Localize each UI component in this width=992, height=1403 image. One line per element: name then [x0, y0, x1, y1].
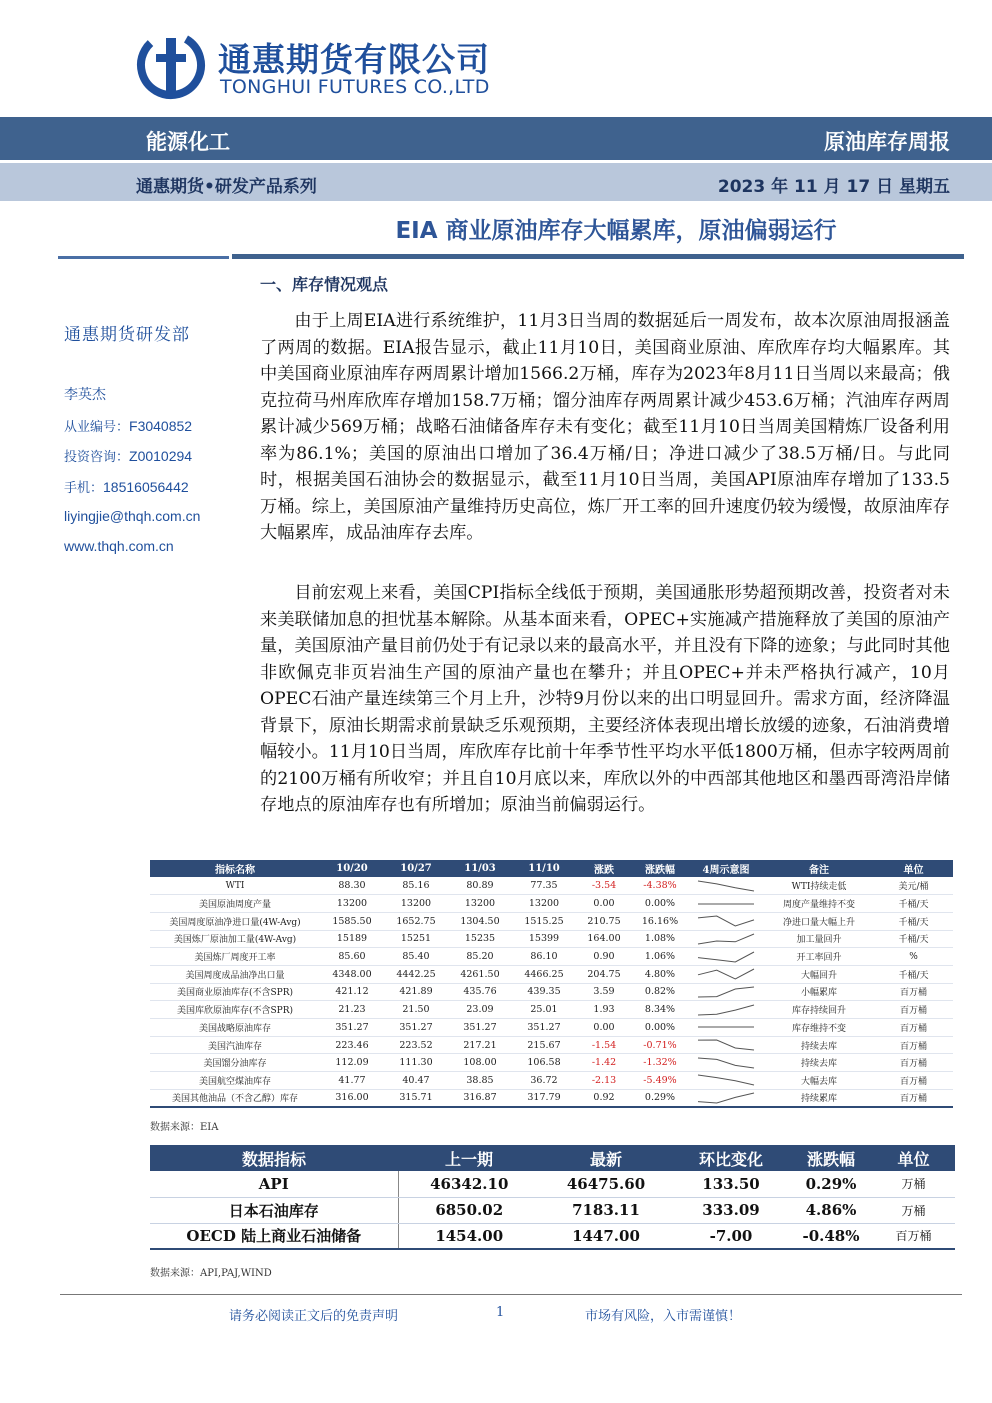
weekly-value: 85.40: [384, 948, 448, 966]
unit: 百万桶: [874, 1001, 953, 1019]
page-number: 1: [496, 1305, 505, 1320]
remark: 库存持续回升: [764, 1001, 874, 1019]
weekly-value: 435.76: [448, 983, 512, 1001]
remark: 持续去库: [764, 1054, 874, 1072]
unit: 万桶: [872, 1171, 955, 1197]
weekly-value: 80.89: [448, 877, 512, 895]
indicator-name: 美国其他油品（不含乙醇）库存: [150, 1089, 320, 1107]
change-percent: 1.06%: [632, 948, 688, 966]
unit: 百万桶: [874, 1036, 953, 1054]
weekly-value: 21.50: [384, 1001, 448, 1019]
section-title: 一、库存情况观点: [260, 275, 389, 294]
report-headline: EIA 商业原油库存大幅累库，原油偏弱运行: [395, 218, 837, 244]
paragraph-macro: 目前宏观上来看，美国CPI指标全线低于预期，美国通胀形势超预期改善，投资者对未来美联储加息的担忧基本解除。从基本面来看，OPEC+实施减产措施释放了美国的原油产量，美国原油产量目前仍处于有记录以来的最高水平，并且没有下降的迹象；与此同时其他非欧佩克非页岩油生产国的原油产量也在攀升；并且OPEC+并未严格执行减产，10月OPEC石油产量连续第三个月上升，沙特9月份以来的出口明显回升。需求方面，经济降温背景下，原油长期需求前景缺乏乐观预期，主要经济体表现出增长放缓的迹象，石油消费增幅较小。11月10日当周，库欣库存比前十年季节性平均水平低1800万桶，但赤字较两周前的2100万桶有所收窄；并且自10月底以来，库欣以外的中西部其他地区和墨西哥湾沿岸储存地点的原油库存也有所增加；原油当前偏弱运行。: [260, 583, 950, 815]
sparkline-cell: [688, 912, 764, 930]
remark: 小幅累库: [764, 983, 874, 1001]
change-value: 3.59: [576, 983, 632, 1001]
weekly-value: 25.01: [512, 1001, 576, 1019]
headline-divider: [232, 254, 964, 259]
weekly-value: 106.58: [512, 1054, 576, 1072]
sparkline-series: [698, 1075, 754, 1085]
series-label: 通惠期货•研发产品系列: [136, 177, 317, 197]
remark: 持续去库: [764, 1036, 874, 1054]
change-value: -1.54: [576, 1036, 632, 1054]
unit: 百万桶: [874, 1019, 953, 1037]
indicator-name: 美国汽油库存: [150, 1036, 320, 1054]
sparkline-cell: [688, 877, 764, 895]
remark: 大幅回升: [764, 965, 874, 983]
unit: 百万桶: [872, 1223, 955, 1249]
table-cell: 7183.11: [540, 1197, 672, 1223]
change-value: -2.13: [576, 1072, 632, 1090]
footer-divider: [60, 1294, 962, 1295]
indicator-name: 美国商业原油库存(不含SPR): [150, 983, 320, 1001]
inventory-summary-table: [150, 1145, 955, 1250]
weekly-value: 4466.25: [512, 965, 576, 983]
unit: 美元/桶: [874, 877, 953, 895]
weekly-value: 421.89: [384, 983, 448, 1001]
weekly-value: 223.52: [384, 1036, 448, 1054]
column-header: 数据指标: [150, 1145, 398, 1171]
license-value: F3040852: [129, 418, 193, 434]
category-label: 能源化工: [146, 130, 230, 154]
table-cell: 1447.00: [540, 1223, 672, 1249]
paragraph-inventory: 由于上周EIA进行系统维护，11月3日当周的数据延后一周发布，故本次原油周报涵盖了两周的数据。EIA报告显示，截止11月10日，美国商业原油、库欣库存均大幅累库。其中美国商业原油库存两周累计增加1566.2万桶，库存为2023年8月11日当周以来最高；俄克拉荷马州库欣库存增加158.7万桶；馏分油库存两周累计减少453.6万桶；汽油库存两周累计减少569万桶；战略石油储备库存未有变化；截至11月10日当周美国精炼厂设备利用率为86.1%；美国的原油出口增加了36.4万桶/日；净进口减少了38.5万桶/日。与此同时，根据美国石油协会的数据显示，截至11月10日当周，美国API原油库存增加了133.5万桶。综上，美国原油产量维持历史高位，炼厂开工率的回升速度仍较为缓慢，故原油库存大幅累库，成品油库存去库。: [260, 311, 950, 543]
trend-sparkline: [696, 1020, 756, 1034]
sparkline-cell: [688, 1089, 764, 1107]
sparkline-cell: [688, 930, 764, 948]
weekly-value: 351.27: [320, 1019, 384, 1037]
change-value: -3.54: [576, 877, 632, 895]
trend-sparkline: [696, 897, 756, 911]
weekly-value: 215.67: [512, 1036, 576, 1054]
weekly-value: 77.35: [512, 877, 576, 895]
sparkline-series: [698, 881, 754, 891]
weekly-value: 317.79: [512, 1089, 576, 1107]
sparkline-series: [698, 1058, 754, 1068]
sparkline-cell: [688, 1036, 764, 1054]
sparkline-cell: [688, 1054, 764, 1072]
indicator-name: 美国馏分油库存: [150, 1054, 320, 1072]
sidebar-consult: [64, 446, 192, 465]
change-value: 210.75: [576, 912, 632, 930]
weekly-value: 15399: [512, 930, 576, 948]
table-row: [150, 1089, 953, 1107]
weekly-value: 112.09: [320, 1054, 384, 1072]
column-header: 4周示意图: [688, 860, 764, 877]
report-date: 2023 年 11 月 17 日 星期五: [717, 177, 950, 197]
remark: 大幅去库: [764, 1072, 874, 1090]
change-value: 0.00: [576, 1019, 632, 1037]
unit: 千桶/天: [874, 930, 953, 948]
column-header: 10/27: [384, 860, 448, 877]
sparkline-series: [698, 1005, 754, 1015]
column-header: 10/20: [320, 860, 384, 877]
weekly-value: 15235: [448, 930, 512, 948]
unit: 百万桶: [874, 1054, 953, 1072]
weekly-value: 351.27: [512, 1019, 576, 1037]
table-cell: 133.50: [672, 1171, 790, 1197]
footer-risk-notice: 市场有风险，入市需谨慎！: [585, 1309, 742, 1324]
sparkline-cell: [688, 1019, 764, 1037]
weekly-value: 15251: [384, 930, 448, 948]
remark: 周度产量维持不变: [764, 895, 874, 913]
weekly-value: 13200: [320, 895, 384, 913]
sparkline-cell: [688, 895, 764, 913]
column-header: 备注: [764, 860, 874, 877]
sidebar-phone: [64, 477, 189, 496]
table-row: [150, 948, 953, 966]
trend-sparkline: [696, 950, 756, 964]
source-note-eia: 数据来源：EIA: [150, 1122, 219, 1133]
unit: %: [874, 948, 953, 966]
indicator-name: WTI: [150, 877, 320, 895]
table-cell: 46342.10: [398, 1171, 540, 1197]
column-header: 最新: [540, 1145, 672, 1171]
change-percent: -0.71%: [632, 1036, 688, 1054]
trend-sparkline: [696, 1073, 756, 1087]
table-cell: 46475.60: [540, 1171, 672, 1197]
indicator-name: 美国战略原油库存: [150, 1019, 320, 1037]
series-bar: [0, 163, 992, 201]
remark: 净进口量大幅上升: [764, 912, 874, 930]
weekly-value: 88.30: [320, 877, 384, 895]
phone-value: 18516056442: [103, 479, 189, 495]
company-name-cn: 通惠期货有限公司: [218, 40, 490, 79]
sparkline-series: [698, 952, 754, 962]
column-header: 涨跌幅: [632, 860, 688, 877]
weekly-value: 439.35: [512, 983, 576, 1001]
remark: 开工率回升: [764, 948, 874, 966]
indicator-name: 美国周度成品油净出口量: [150, 965, 320, 983]
change-percent: 0.00%: [632, 1019, 688, 1037]
table-row: [150, 1171, 955, 1197]
change-percent: 4.80%: [632, 965, 688, 983]
table-row: [150, 877, 953, 895]
weekly-value: 315.71: [384, 1089, 448, 1107]
weekly-value: 13200: [512, 895, 576, 913]
change-value: 1.93: [576, 1001, 632, 1019]
indicator-name: 美国炼厂原油加工量(4W-Avg): [150, 930, 320, 948]
table-cell: 1454.00: [398, 1223, 540, 1249]
weekly-value: 36.72: [512, 1072, 576, 1090]
source-note-api: 数据来源：API,PAJ,WIND: [150, 1268, 272, 1279]
unit: 百万桶: [874, 1089, 953, 1107]
table-row: [150, 930, 953, 948]
table-cell: 0.29%: [790, 1171, 872, 1197]
weekly-value: 85.20: [448, 948, 512, 966]
table-header-row: [150, 1145, 955, 1171]
consult-value: Z0010294: [129, 448, 193, 464]
table-cell: -0.48%: [790, 1223, 872, 1249]
sidebar-license: [64, 416, 192, 435]
table-cell: -7.00: [672, 1223, 790, 1249]
weekly-value: 40.47: [384, 1072, 448, 1090]
sparkline-cell: [688, 1072, 764, 1090]
weekly-value: 223.46: [320, 1036, 384, 1054]
weekly-value: 21.23: [320, 1001, 384, 1019]
weekly-value: 4261.50: [448, 965, 512, 983]
report-type-label: 原油库存周报: [824, 130, 950, 154]
consult-label: 投资咨询：: [64, 450, 130, 465]
column-header: 11/10: [512, 860, 576, 877]
unit: 千桶/天: [874, 912, 953, 930]
sparkline-series: [698, 969, 754, 979]
change-value: 0.92: [576, 1089, 632, 1107]
weekly-value: 1585.50: [320, 912, 384, 930]
weekly-value: 316.00: [320, 1089, 384, 1107]
unit: 千桶/天: [874, 895, 953, 913]
weekly-value: 23.09: [448, 1001, 512, 1019]
change-percent: -5.49%: [632, 1072, 688, 1090]
column-header: 上一期: [398, 1145, 540, 1171]
eia-data-table: [150, 860, 953, 1108]
weekly-value: 41.77: [320, 1072, 384, 1090]
trend-sparkline: [696, 1038, 756, 1052]
change-percent: 1.08%: [632, 930, 688, 948]
license-label: 从业编号：: [64, 420, 130, 435]
change-value: -1.42: [576, 1054, 632, 1072]
table-row: [150, 1019, 953, 1037]
sparkline-cell: [688, 983, 764, 1001]
table-cell: 4.86%: [790, 1197, 872, 1223]
unit: 百万桶: [874, 1072, 953, 1090]
sidebar-author: 李英杰: [64, 387, 106, 403]
change-value: 164.00: [576, 930, 632, 948]
website-link[interactable]: www.thqh.com.cn: [64, 538, 174, 554]
table-row: [150, 983, 953, 1001]
table-row: [150, 1072, 953, 1090]
column-header: 指标名称: [150, 860, 320, 877]
trend-sparkline: [696, 879, 756, 893]
sidebar-divider: [58, 256, 229, 259]
table-row: [150, 965, 953, 983]
weekly-value: 15189: [320, 930, 384, 948]
sparkline-cell: [688, 1001, 764, 1019]
sparkline-cell: [688, 965, 764, 983]
weekly-value: 1515.25: [512, 912, 576, 930]
change-percent: 0.82%: [632, 983, 688, 1001]
remark: 加工量回升: [764, 930, 874, 948]
weekly-value: 13200: [384, 895, 448, 913]
table-row: [150, 1054, 953, 1072]
phone-label: 手机：: [64, 481, 104, 496]
table-row: [150, 912, 953, 930]
trend-sparkline: [696, 967, 756, 981]
indicator-name: 美国航空煤油库存: [150, 1072, 320, 1090]
change-percent: 0.00%: [632, 895, 688, 913]
footer-disclaimer: 请务必阅读正文后的免责声明: [229, 1309, 399, 1324]
column-header: 涨跌: [576, 860, 632, 877]
weekly-value: 4442.25: [384, 965, 448, 983]
weekly-value: 38.85: [448, 1072, 512, 1090]
weekly-value: 217.21: [448, 1036, 512, 1054]
remark: 持续累库: [764, 1089, 874, 1107]
change-percent: -4.38%: [632, 877, 688, 895]
weekly-value: 13200: [448, 895, 512, 913]
weekly-value: 1304.50: [448, 912, 512, 930]
email-link[interactable]: liyingjie@thqh.com.cn: [64, 508, 201, 524]
weekly-value: 111.30: [384, 1054, 448, 1072]
sparkline-series: [698, 1040, 754, 1050]
company-name-en: TONGHUI FUTURES CO.,LTD: [220, 76, 490, 98]
weekly-value: 316.87: [448, 1089, 512, 1107]
weekly-value: 351.27: [448, 1019, 512, 1037]
sparkline-series: [698, 934, 754, 944]
table-row: [150, 1197, 955, 1223]
change-percent: 0.29%: [632, 1089, 688, 1107]
logo-mark-icon: [136, 30, 206, 100]
category-bar: [0, 117, 992, 160]
table-row: [150, 1036, 953, 1054]
remark: WTI持续走低: [764, 877, 874, 895]
trend-sparkline: [696, 932, 756, 946]
change-percent: -1.32%: [632, 1054, 688, 1072]
weekly-value: 421.12: [320, 983, 384, 1001]
sidebar-website[interactable]: [64, 538, 174, 555]
column-header: 环比变化: [672, 1145, 790, 1171]
table-header-row: [150, 860, 953, 877]
trend-sparkline: [696, 985, 756, 999]
sparkline-series: [698, 987, 754, 997]
trend-sparkline: [696, 1056, 756, 1070]
indicator-name: 美国库欣原油库存(不含SPR): [150, 1001, 320, 1019]
column-header: 11/03: [448, 860, 512, 877]
weekly-value: 4348.00: [320, 965, 384, 983]
weekly-value: 108.00: [448, 1054, 512, 1072]
trend-sparkline: [696, 914, 756, 928]
weekly-value: 85.60: [320, 948, 384, 966]
trend-sparkline: [696, 1003, 756, 1017]
table-cell: 333.09: [672, 1197, 790, 1223]
trend-sparkline: [696, 1091, 756, 1105]
table-row: [150, 1001, 953, 1019]
column-header: 单位: [872, 1145, 955, 1171]
change-percent: 8.34%: [632, 1001, 688, 1019]
indicator-name: 美国原油周度产量: [150, 895, 320, 913]
sidebar-email[interactable]: [64, 508, 200, 525]
sidebar-dept: 通惠期货研发部: [64, 325, 190, 345]
table-row: [150, 895, 953, 913]
change-value: 0.90: [576, 948, 632, 966]
unit: 千桶/天: [874, 965, 953, 983]
change-value: 0.00: [576, 895, 632, 913]
remark: 库存维持不变: [764, 1019, 874, 1037]
column-header: 涨跌幅: [790, 1145, 872, 1171]
weekly-value: 86.10: [512, 948, 576, 966]
weekly-value: 1652.75: [384, 912, 448, 930]
table-cell: 6850.02: [398, 1197, 540, 1223]
sparkline-series: [698, 1093, 754, 1103]
indicator-name: OECD 陆上商业石油储备: [150, 1223, 398, 1249]
unit: 百万桶: [874, 983, 953, 1001]
change-percent: 16.16%: [632, 912, 688, 930]
indicator-name: 美国周度原油净进口量(4W-Avg): [150, 912, 320, 930]
company-logo: [136, 24, 496, 106]
indicator-name: 日本石油库存: [150, 1197, 398, 1223]
indicator-name: 美国炼厂周度开工率: [150, 948, 320, 966]
table-row: [150, 1223, 955, 1249]
indicator-name: API: [150, 1171, 398, 1197]
sparkline-series: [698, 916, 754, 926]
sparkline-cell: [688, 948, 764, 966]
weekly-value: 351.27: [384, 1019, 448, 1037]
weekly-value: 85.16: [384, 877, 448, 895]
column-header: 单位: [874, 860, 953, 877]
change-value: 204.75: [576, 965, 632, 983]
unit: 万桶: [872, 1197, 955, 1223]
